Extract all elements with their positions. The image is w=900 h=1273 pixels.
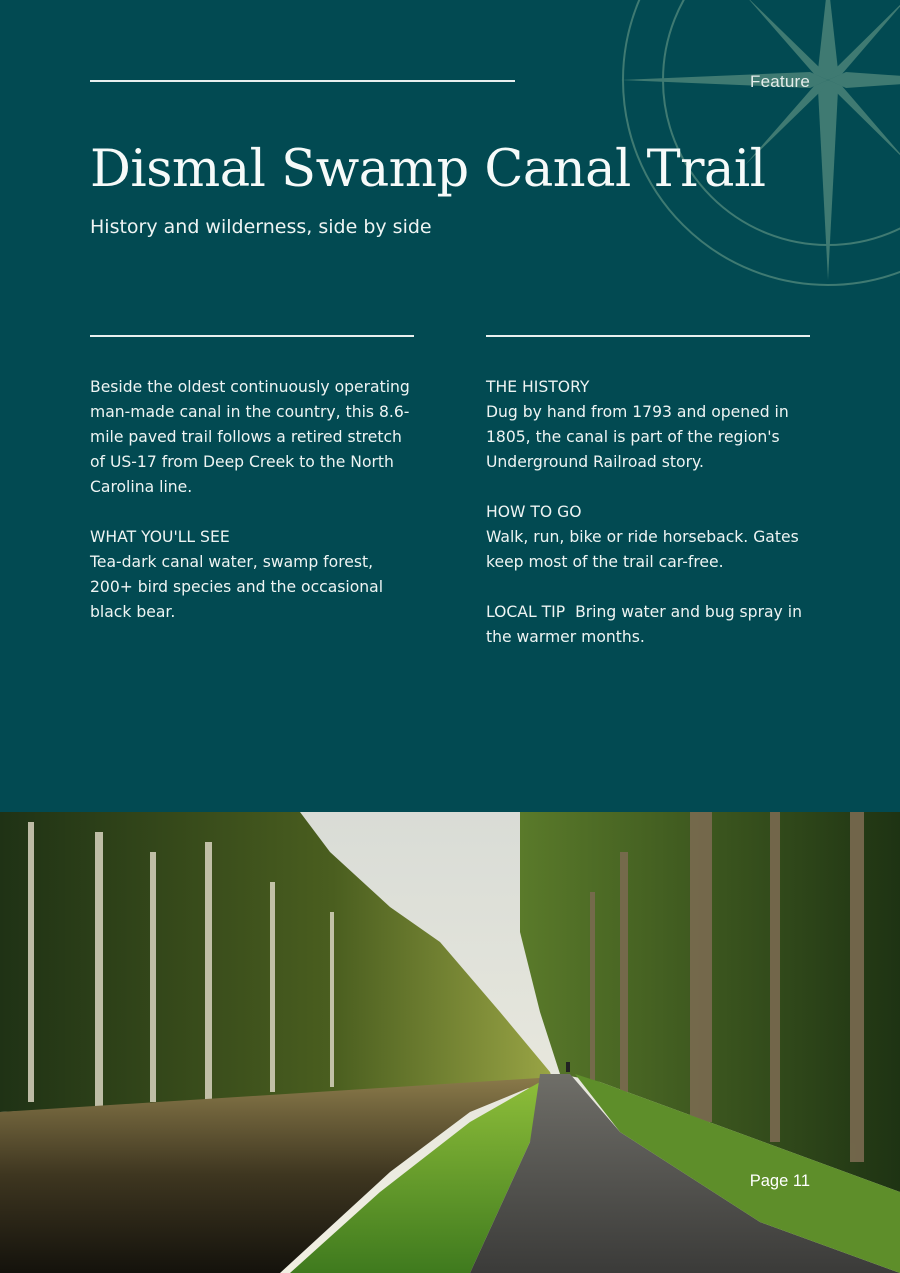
go-heading: HOW TO GO xyxy=(486,503,582,521)
trail-photo xyxy=(0,812,900,1273)
column-divider xyxy=(90,335,414,337)
section-label: Feature xyxy=(750,72,810,91)
go-body: Walk, run, bike or ride horseback. Gates keep most of the trail car-free. xyxy=(486,528,799,571)
top-divider xyxy=(90,80,515,82)
tip-body: Bring water and bug spray in the warmer months. xyxy=(486,603,802,646)
intro-paragraph: Beside the oldest continuously operating man-made canal in the country, this 8.6-mile paved trail follows a retired stretch of US-17 from Deep Creek to the North Carolina line. xyxy=(90,378,410,496)
history-section xyxy=(486,375,810,475)
history-heading: THE HISTORY xyxy=(486,378,590,396)
see-section xyxy=(90,525,414,625)
column-divider xyxy=(486,335,810,337)
page-subtitle: History and wilderness, side by side xyxy=(90,216,432,238)
page-title: Dismal Swamp Canal Trail xyxy=(90,140,766,199)
see-heading: WHAT YOU'LL SEE xyxy=(90,528,230,546)
go-section xyxy=(486,500,810,575)
tip-heading: LOCAL TIP xyxy=(486,603,566,621)
right-column xyxy=(486,335,810,675)
page-number: Page 11 xyxy=(749,1172,810,1190)
tip-section xyxy=(486,600,810,650)
see-body: Tea-dark canal water, swamp forest, 200+ bird species and the occasional black bear. xyxy=(90,553,384,621)
history-body: Dug by hand from 1793 and opened in 1805, the canal is part of the region's Underground Railroad story. xyxy=(486,403,789,471)
left-column xyxy=(90,335,414,650)
